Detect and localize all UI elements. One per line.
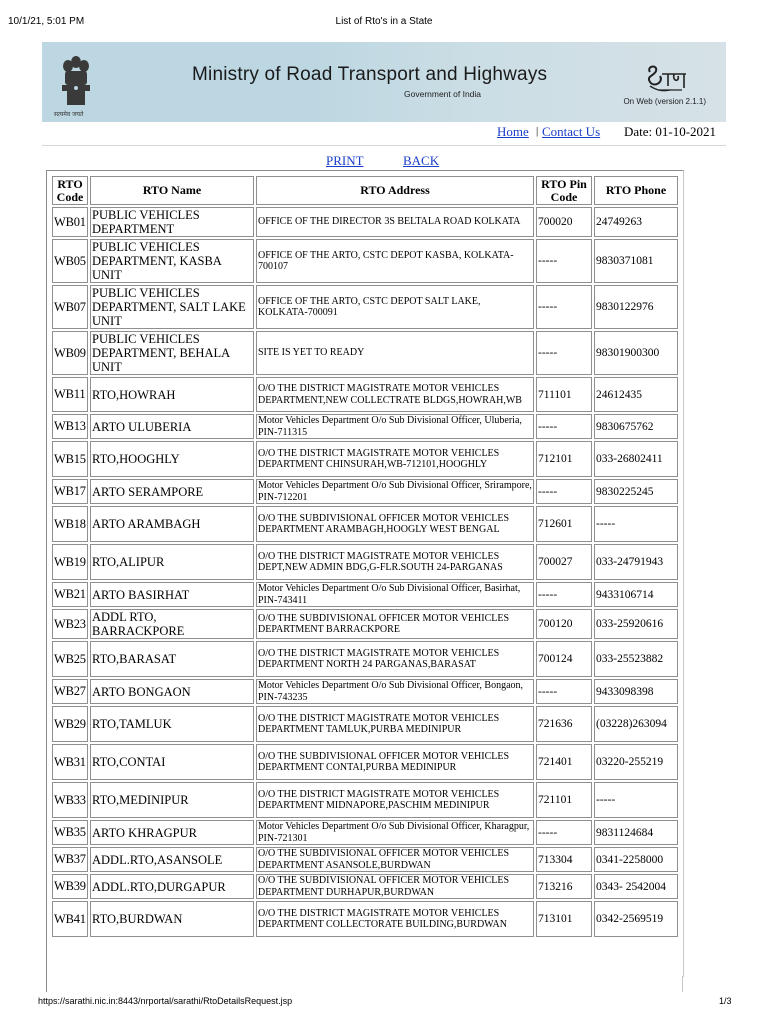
rto-phone: 9830675762 (594, 414, 678, 439)
rto-code: WB23 (52, 609, 88, 639)
rto-address: OFFICE OF THE ARTO, CSTC DEPOT KASBA, KOLKATA-700107 (256, 239, 534, 283)
rto-code: WB07 (52, 285, 88, 329)
table-row (52, 207, 678, 237)
table-row (52, 782, 678, 818)
nav-separator: | (536, 125, 539, 137)
rto-phone: 033-25523882 (594, 641, 678, 677)
rto-address: Motor Vehicles Department O/o Sub Divisional Officer, Basirhat, PIN-743411 (256, 582, 534, 607)
table-row (52, 441, 678, 477)
rto-pin: 711101 (536, 377, 592, 412)
rto-phone: 033-26802411 (594, 441, 678, 477)
app-version: On Web (version 2.1.1) (623, 97, 706, 106)
rto-code: WB31 (52, 744, 88, 780)
rto-phone: 24612435 (594, 377, 678, 412)
government-subtitle: Government of India (404, 89, 482, 99)
rto-address: O/O THE SUBDIVISIONAL OFFICER MOTOR VEHICLES DEPARTMENT BARRACKPORE (256, 609, 534, 639)
rto-name: RTO,ALIPUR (90, 544, 254, 580)
rto-address: OFFICE OF THE DIRECTOR 3S BELTALA ROAD KOLKATA (256, 207, 534, 237)
rto-address: Motor Vehicles Department O/o Sub Divisional Officer, Kharagpur, PIN-721301 (256, 820, 534, 845)
rto-name: PUBLIC VEHICLES DEPARTMENT, SALT LAKE UNIT (90, 285, 254, 329)
rto-phone: 98301900300 (594, 331, 678, 375)
rto-code: WB09 (52, 331, 88, 375)
rto-pin: 713101 (536, 901, 592, 937)
rto-phone: 9830122976 (594, 285, 678, 329)
rto-phone: 03220-255219 (594, 744, 678, 780)
rto-name: ARTO ULUBERIA (90, 414, 254, 439)
rto-pin: ----- (536, 479, 592, 504)
rto-address: O/O THE SUBDIVISIONAL OFFICER MOTOR VEHICLES DEPARTMENT DURHAPUR,BURDWAN (256, 874, 534, 899)
rto-pin: ----- (536, 582, 592, 607)
rto-code: WB17 (52, 479, 88, 504)
rto-name: ARTO ARAMBAGH (90, 506, 254, 542)
national-emblem-icon (58, 52, 94, 112)
rto-name: ADDL.RTO,ASANSOLE (90, 847, 254, 872)
rto-phone: 9433106714 (594, 582, 678, 607)
table-row (52, 582, 678, 607)
top-nav (0, 124, 768, 142)
rto-code: WB05 (52, 239, 88, 283)
rto-phone: ----- (594, 782, 678, 818)
rto-code: WB35 (52, 820, 88, 845)
rto-phone: 9830371081 (594, 239, 678, 283)
rto-name: RTO,TAMLUK (90, 706, 254, 742)
rto-phone: 9433098398 (594, 679, 678, 704)
rto-address: SITE IS YET TO READY (256, 331, 534, 375)
rto-name: RTO,HOOGHLY (90, 441, 254, 477)
rto-address: O/O THE SUBDIVISIONAL OFFICER MOTOR VEHICLES DEPARTMENT ASANSOLE,BURDWAN (256, 847, 534, 872)
print-header (0, 16, 768, 30)
header-divider (42, 145, 726, 146)
rto-phone: 033-25920616 (594, 609, 678, 639)
rto-table-frame (46, 170, 684, 977)
rto-phone: 9830225245 (594, 479, 678, 504)
current-date: Date: 01-10-2021 (624, 124, 717, 139)
rto-name: ARTO KHRAGPUR (90, 820, 254, 845)
rto-code: WB11 (52, 377, 88, 412)
rto-phone: ----- (594, 506, 678, 542)
home-link[interactable]: Home (497, 124, 529, 139)
table-row (52, 377, 678, 412)
rto-address: O/O THE DISTRICT MAGISTRATE MOTOR VEHICLES DEPT,NEW ADMIN BDG,G-FLR.SOUTH 24-PARGANAS (256, 544, 534, 580)
table-row (52, 847, 678, 872)
rto-name: RTO,BURDWAN (90, 901, 254, 937)
column-header-code: RTO Code (52, 176, 88, 205)
sarathi-logo-icon (642, 62, 692, 98)
ministry-title: Ministry of Road Transport and Highways (192, 64, 548, 85)
rto-code: WB13 (52, 414, 88, 439)
table-row (52, 706, 678, 742)
rto-pin: 721101 (536, 782, 592, 818)
rto-pin: 713304 (536, 847, 592, 872)
rto-pin: 700120 (536, 609, 592, 639)
emblem-motto: सत्यमेव जयते (54, 111, 84, 118)
table-header-row (52, 176, 678, 205)
rto-pin: ----- (536, 679, 592, 704)
table-row (52, 609, 678, 639)
rto-name: PUBLIC VEHICLES DEPARTMENT, KASBA UNIT (90, 239, 254, 283)
rto-address: OFFICE OF THE ARTO, CSTC DEPOT SALT LAKE, KOLKATA-700091 (256, 285, 534, 329)
rto-address: Motor Vehicles Department O/o Sub Divisional Officer, Uluberia, PIN-711315 (256, 414, 534, 439)
rto-pin: 713216 (536, 874, 592, 899)
contact-us-link[interactable]: Contact Us (542, 124, 601, 139)
rto-address: Motor Vehicles Department O/o Sub Divisional Officer, Bongaon, PIN-743235 (256, 679, 534, 704)
rto-phone: (03228)263094 (594, 706, 678, 742)
rto-address: O/O THE DISTRICT MAGISTRATE MOTOR VEHICLES DEPARTMENT TAMLUK,PURBA MEDINIPUR (256, 706, 534, 742)
rto-address: O/O THE SUBDIVISIONAL OFFICER MOTOR VEHICLES DEPARTMENT ARAMBAGH,HOOGLY WEST BENGAL (256, 506, 534, 542)
rto-name: ADDL.RTO,DURGAPUR (90, 874, 254, 899)
table-row (52, 285, 678, 329)
rto-code: WB19 (52, 544, 88, 580)
rto-address: O/O THE DISTRICT MAGISTRATE MOTOR VEHICLES DEPARTMENT MIDNAPORE,PASCHIM MEDINIPUR (256, 782, 534, 818)
frame-left-edge (46, 976, 47, 992)
rto-code: WB41 (52, 901, 88, 937)
rto-code: WB33 (52, 782, 88, 818)
rto-pin: ----- (536, 239, 592, 283)
rto-name: ADDL RTO, BARRACKPORE (90, 609, 254, 639)
rto-address: O/O THE DISTRICT MAGISTRATE MOTOR VEHICLES DEPARTMENT,NEW COLLECTRATE BLDGS,HOWRAH,WB (256, 377, 534, 412)
rto-address: Motor Vehicles Department O/o Sub Divisional Officer, Srirampore, PIN-712201 (256, 479, 534, 504)
table-row (52, 641, 678, 677)
page-url: https://sarathi.nic.in:8443/nrportal/sarathi/RtoDetailsRequest.jsp (38, 996, 293, 1006)
rto-code: WB01 (52, 207, 88, 237)
rto-phone: 0342-2569519 (594, 901, 678, 937)
table-row (52, 506, 678, 542)
table-row (52, 820, 678, 845)
rto-name: RTO,HOWRAH (90, 377, 254, 412)
rto-code: WB18 (52, 506, 88, 542)
rto-code: WB39 (52, 874, 88, 899)
column-header-pin: RTO Pin Code (536, 176, 592, 205)
rto-pin: ----- (536, 285, 592, 329)
rto-pin: 712601 (536, 506, 592, 542)
rto-address: O/O THE DISTRICT MAGISTRATE MOTOR VEHICLES DEPARTMENT COLLECTORATE BUILDING,BURDWAN (256, 901, 534, 937)
rto-phone: 0343- 2542004 (594, 874, 678, 899)
column-header-name: RTO Name (90, 176, 254, 205)
rto-address: O/O THE DISTRICT MAGISTRATE MOTOR VEHICLES DEPARTMENT CHINSURAH,WB-712101,HOOGHLY (256, 441, 534, 477)
rto-name: RTO,CONTAI (90, 744, 254, 780)
rto-name: ARTO SERAMPORE (90, 479, 254, 504)
rto-phone: 033-24791943 (594, 544, 678, 580)
rto-code: WB29 (52, 706, 88, 742)
table-row (52, 331, 678, 375)
table-row (52, 744, 678, 780)
rto-name: PUBLIC VEHICLES DEPARTMENT (90, 207, 254, 237)
rto-name: ARTO BONGAON (90, 679, 254, 704)
rto-phone: 24749263 (594, 207, 678, 237)
print-link[interactable]: PRINT (326, 153, 364, 168)
table-row (52, 544, 678, 580)
rto-pin: 721401 (536, 744, 592, 780)
print-datetime: 10/1/21, 5:01 PM (8, 16, 85, 27)
column-header-address: RTO Address (256, 176, 534, 205)
rto-table (50, 174, 680, 939)
rto-pin: 700020 (536, 207, 592, 237)
rto-address: O/O THE DISTRICT MAGISTRATE MOTOR VEHICLES DEPARTMENT NORTH 24 PARGANAS,BARASAT (256, 641, 534, 677)
rto-pin: 700027 (536, 544, 592, 580)
rto-phone: 9831124684 (594, 820, 678, 845)
site-banner (42, 42, 726, 122)
rto-code: WB27 (52, 679, 88, 704)
column-header-phone: RTO Phone (594, 176, 678, 205)
rto-code: WB21 (52, 582, 88, 607)
rto-name: RTO,BARASAT (90, 641, 254, 677)
rto-code: WB15 (52, 441, 88, 477)
table-row (52, 679, 678, 704)
table-row (52, 874, 678, 899)
table-row (52, 479, 678, 504)
rto-pin: 721636 (536, 706, 592, 742)
rto-name: ARTO BASIRHAT (90, 582, 254, 607)
rto-phone: 0341-2258000 (594, 847, 678, 872)
print-page-title: List of Rto's in a State (335, 16, 433, 27)
rto-name: RTO,MEDINIPUR (90, 782, 254, 818)
rto-pin: ----- (536, 820, 592, 845)
page-number: 1/3 (719, 996, 732, 1006)
rto-code: WB37 (52, 847, 88, 872)
rto-code: WB25 (52, 641, 88, 677)
table-row (52, 414, 678, 439)
rto-pin: 712101 (536, 441, 592, 477)
rto-pin: ----- (536, 414, 592, 439)
rto-pin: 700124 (536, 641, 592, 677)
rto-pin: ----- (536, 331, 592, 375)
table-row (52, 901, 678, 937)
back-link[interactable]: BACK (403, 153, 440, 168)
rto-address: O/O THE SUBDIVISIONAL OFFICER MOTOR VEHICLES DEPARTMENT CONTAI,PURBA MEDINIPUR (256, 744, 534, 780)
rto-name: PUBLIC VEHICLES DEPARTMENT, BEHALA UNIT (90, 331, 254, 375)
frame-right-edge (682, 976, 683, 992)
table-row (52, 239, 678, 283)
